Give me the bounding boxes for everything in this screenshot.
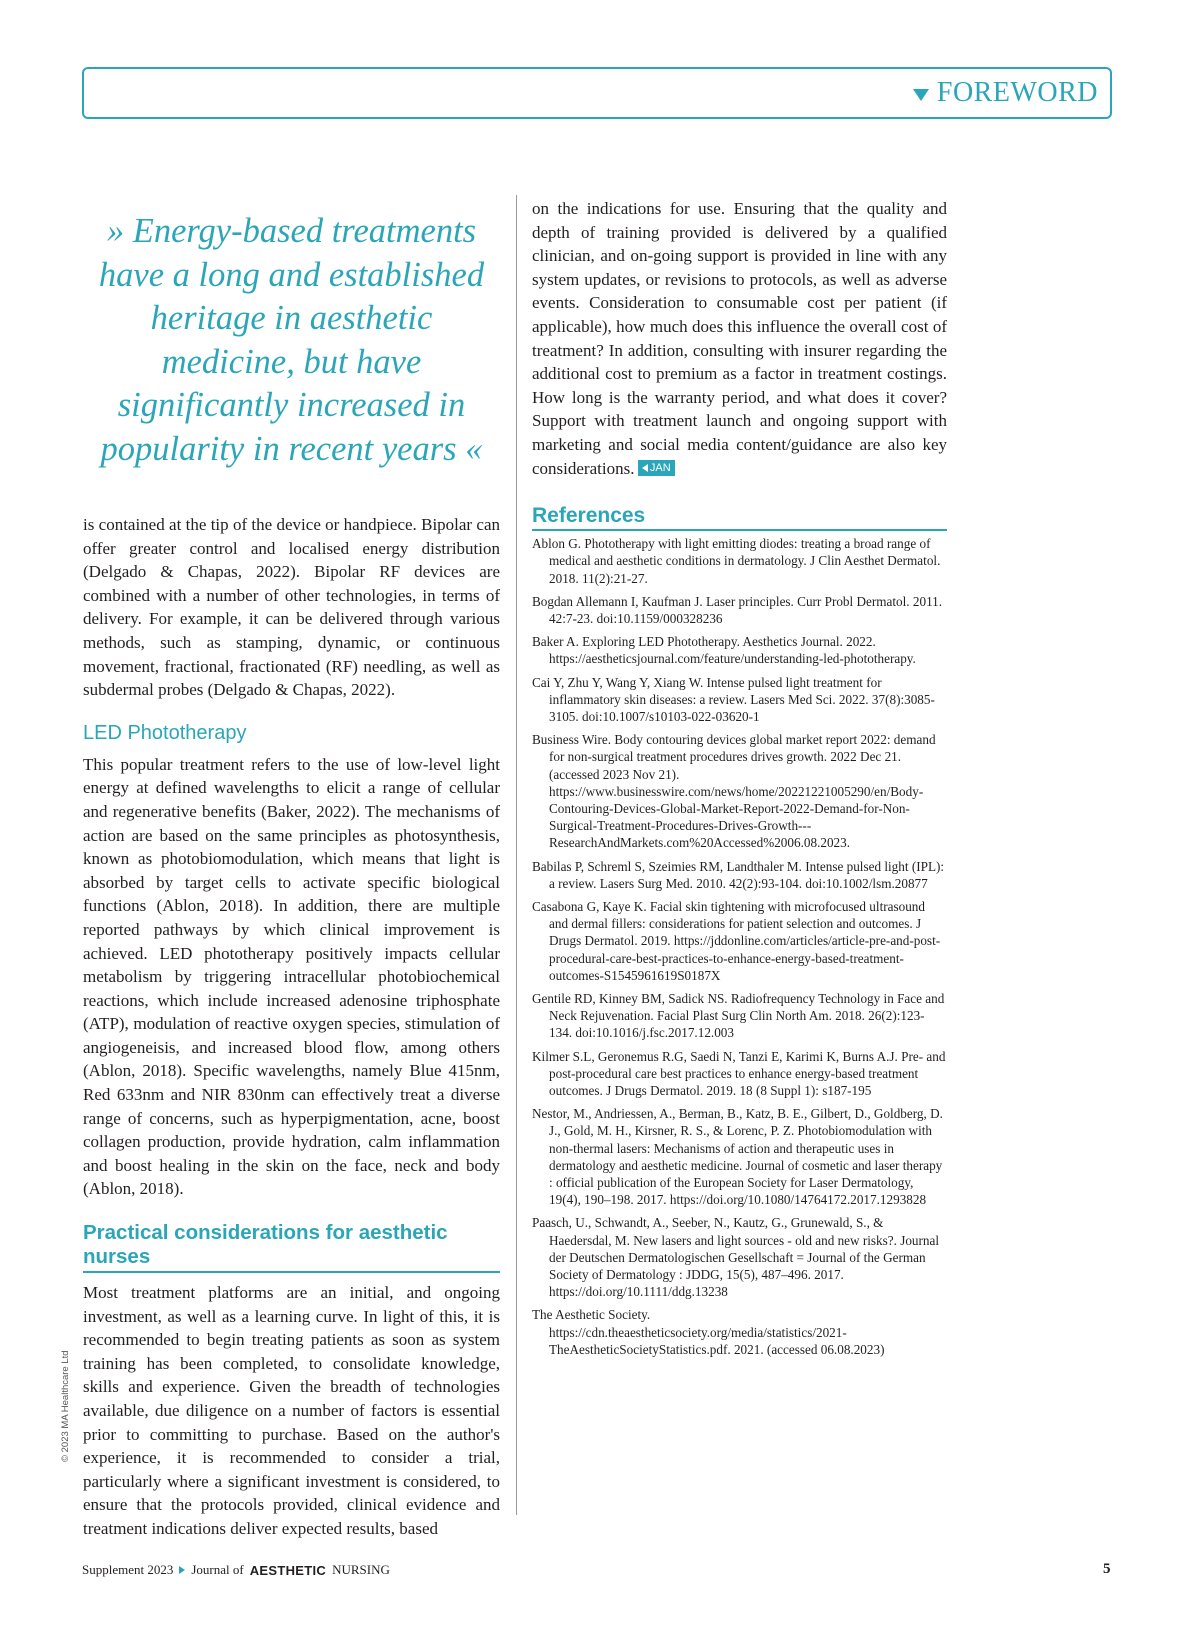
section-label bbox=[913, 77, 1098, 109]
triangle-down-icon bbox=[913, 89, 929, 101]
reference-item: Business Wire. Body contouring devices global market report 2022: demand for non-surgical treatment procedures drives growth. 2022 Dec 21. (accessed 2023 Nov 21). https://www.businesswire.com/news/home/20221221005290/en/Body-Contouring-Devices-Global-Market-Report-2022-Demand-for-Non-Surgical-Treatment-Procedures-Drives-Growth---ResearchAndMarkets.com%20Accessed%2006.08.2023. bbox=[532, 732, 936, 851]
practical-paragraph: Most treatment platforms are an initial, and ongoing investment, as well as a learning curve. In light of this, it is recommended to begin treating patients as soon as system training has been completed, to consolidate knowledge, skills and experience. Given the breadth of technologies available, due diligence on a number of factors is essential prior to committing to purchase. Based on the author's experience, it is recommended to consider a trial, particularly where a significant investment is considered, to ensure that the protocols provided, clinical evidence and treatment indications deliver expected results, based bbox=[83, 1283, 500, 1538]
practical-considerations-heading: Practical considerations for aesthetic nurses bbox=[83, 1221, 500, 1273]
author-tag bbox=[638, 460, 675, 476]
page-number: 5 bbox=[1103, 1561, 1111, 1577]
reference-item: Babilas P, Schreml S, Szeimies RM, Landthaler M. Intense pulsed light (IPL): a review. Lasers Surg Med. 2010. 42(2):93-104. doi:10.1002/lsm.20877 bbox=[532, 858, 945, 891]
reference-item: Ablon G. Phototherapy with light emitting diodes: treating a broad range of medical and aesthetic conditions in dermatology. J Clin Aesthet Dermatol. 2018. 11(2):21-27. bbox=[532, 536, 941, 586]
reference-item: Casabona G, Kaye K. Facial skin tightening with microfocused ultrasound and dermal fillers: considerations for patient selection and outcomes. J Drugs Dermatol. 2019. https://jddonline.com/articles/article-pre-and-post-procedural-care-best-practices-to-enhance-energy-based-treatment-outcomes-S1545961619S0187X bbox=[532, 898, 941, 983]
reference-item: Gentile RD, Kinney BM, Sadick NS. Radiofrequency Technology in Face and Neck Rejuvenation. Facial Plast Surg Clin North Am. 2018. 26(2):123-134. doi:10.1016/j.fsc.2017.12.003 bbox=[532, 991, 945, 1041]
column-divider bbox=[516, 195, 517, 1515]
section-header-box bbox=[82, 67, 1112, 119]
reference-item: Bogdan Allemann I, Kaufman J. Laser principles. Curr Probl Dermatol. 2011. 42:7-23. doi:10.1159/000328236 bbox=[532, 593, 943, 626]
reference-item: Cai Y, Zhu Y, Wang Y, Xiang W. Intense pulsed light treatment for inflammatory skin diseases: a review. Lasers Med Sci. 2022. 37(8):3085-3105. doi:10.1007/s10103-022-03620-1 bbox=[532, 674, 935, 724]
triangle-right-icon bbox=[179, 1566, 185, 1574]
continuation-text: on the indications for use. Ensuring that the quality and depth of training provided is delivered by a qualified clinician, and on-going support is provided in line with any system updates, or revisions to protocols, as well as adverse events. Consideration to consumable cost per patient (if applicable), how much does this influence the overall cost of treatment? In addition, consulting with insurer regarding the additional cost to premium as a factor in treatment costings. How long is the warranty period, and what does it cover? Support with treatment launch and ongoing support with marketing and social media content/guidance are also key considerations. bbox=[532, 199, 947, 478]
section-label-text: FOREWORD bbox=[936, 77, 1098, 108]
reference-item: The Aesthetic Society. https://cdn.theaestheticsociety.org/media/statistics/2021-TheAestheticSocietyStatistics.pdf. 2021. (accessed 06.08.2023) bbox=[532, 1307, 885, 1357]
copyright-notice: © 2023 MA Healthcare Ltd bbox=[60, 1350, 71, 1462]
reference-item: Baker A. Exploring LED Phototherapy. Aesthetics Journal. 2022. https://aestheticsjournal.com/feature/understanding-led-phototherapy. bbox=[532, 634, 916, 667]
references-heading: References bbox=[532, 504, 947, 531]
reference-item: Kilmer S.L, Geronemus R.G, Saedi N, Tanzi E, Karimi K, Burns A.J. Pre- and post-procedural care best practices to enhance energy-based treatment outcomes. J Drugs Dermatol. 2019. 18 (8 Suppl 1): s187-195 bbox=[532, 1048, 946, 1099]
references-list bbox=[532, 535, 947, 1358]
led-phototherapy-heading: LED Phototherapy bbox=[83, 721, 247, 744]
intro-paragraph: is contained at the tip of the device or handpiece. Bipolar can offer greater control and localised energy distribution (Delgado & Chapas, 2022). Bipolar RF devices are combined with a number of other technologies, in terms of delivery. For example, it can be delivered through various methods, such as stamping, dynamic, or continuous movement, fractional, fractionated (RF) needling, as well as subdermal probes (Delgado & Chapas, 2022). bbox=[83, 515, 500, 700]
pull-quote: » Energy-based treatments have a long and established heritage in aesthetic medicine, but have significantly increased in popularity in recent years « bbox=[98, 212, 485, 468]
reference-item: Paasch, U., Schwandt, A., Seeber, N., Kautz, G., Grunewald, S., & Haedersdal, M. New lasers and light sources - old and new risks?. Journal der Deutschen Dermatologischen Gesellschaft = Journal of the German Society of Dermatology : JDDG, 15(5), 487–496. 2017. https://doi.org/10.1111/ddg.13238 bbox=[532, 1215, 940, 1300]
author-tag-text: JAN bbox=[649, 461, 671, 474]
led-paragraph: This popular treatment refers to the use of low-level light energy at defined wavelengths to elicit a range of cellular and regenerative benefits (Baker, 2022). The mechanisms of action are based on the same principles as photosynthesis, known as photobiomodulation, which means that light is absorbed by target cells to activate specific biological functions (Ablon, 2018). In addition, there are multiple reported pathways by which clinical improvement is achieved. LED phototherapy positively impacts cellular metabolism by triggering intracellular photobiochemical reactions, which include increased adenosine triphosphate (ATP), modulation of reactive oxygen species, stimulation of angiogeneisis, and increased blood flow, among others (Ablon, 2018). Specific wavelengths, namely Blue 415nm, Red 633nm and NIR 830nm can effectively treat a diverse range of concerns, such as hyperpigmentation, acne, boost collagen production, provide hydration, calm inflammation and boost healing in the skin on the face, neck and body (Ablon, 2018). bbox=[83, 754, 500, 1199]
right-column bbox=[532, 197, 947, 1364]
footer-journal-strong: AESTHETIC bbox=[249, 1562, 327, 1578]
footer-journal-suffix: NURSING bbox=[332, 1562, 390, 1577]
continuation-paragraph bbox=[532, 197, 947, 480]
footer-journal bbox=[82, 1562, 390, 1578]
footer-journal-prefix: Journal of bbox=[191, 1562, 244, 1577]
footer-issue: Supplement 2023 bbox=[82, 1562, 174, 1577]
reference-item: Nestor, M., Andriessen, A., Berman, B., Katz, B. E., Gilbert, D., Goldberg, D. J., Gold, M. H., Kirsner, R. S., & Lorenc, P. Z. Photobiomodulation with non-thermal lasers: Mechanisms of action and therapeutic uses in dermatology and aesthetic medicine. Journal of cosmetic and laser therapy : official publication of the European Society for Laser Dermatology, 19(4), 190–198. 2017. https://doi.org/10.1080/14764172.2017.1293828 bbox=[532, 1106, 943, 1208]
left-column bbox=[83, 190, 500, 1541]
triangle-left-icon bbox=[642, 464, 648, 472]
